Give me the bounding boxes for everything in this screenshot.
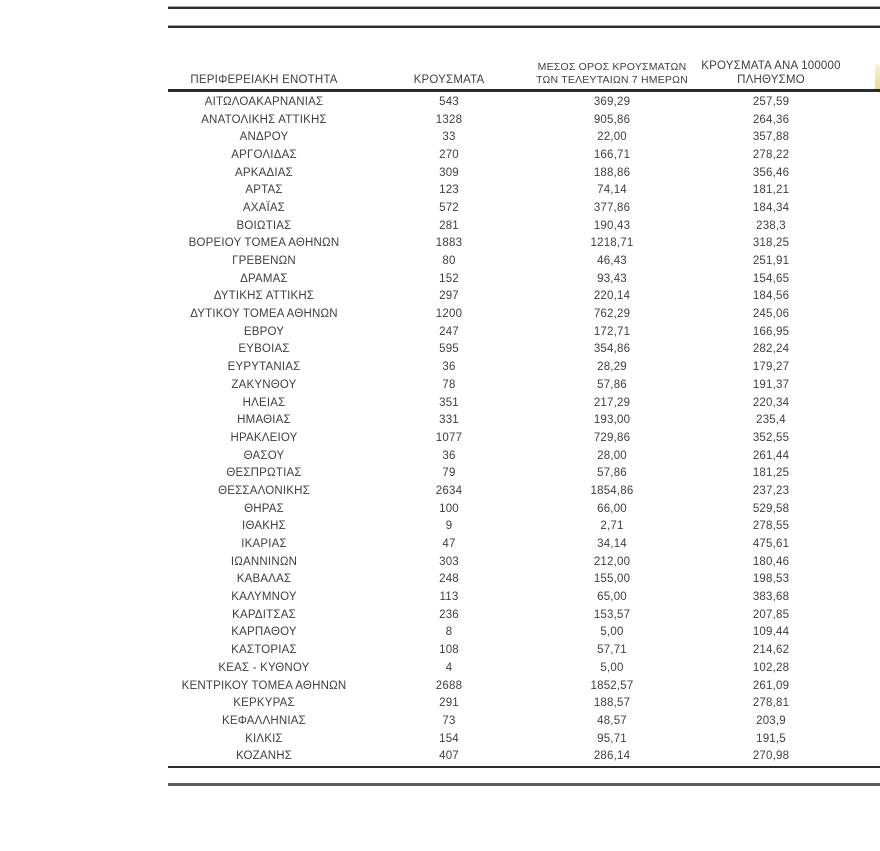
- region-name-cell: ΚΑΒΑΛΑΣ: [236, 573, 292, 586]
- region-name-cell: ΚΟΖΑΝΗΣ: [235, 750, 293, 763]
- region-name-cell: ΒΟΙΩΤΙΑΣ: [236, 219, 292, 232]
- region-name-cell: ΚΑΛΥΜΝΟΥ: [231, 591, 297, 604]
- cases-cell: 236: [439, 608, 459, 621]
- per100k-cell: 214,62: [752, 644, 790, 657]
- avg7days-cell: 95,71: [597, 732, 627, 745]
- cropped-column-cell: [856, 270, 880, 288]
- cases-cell: 297: [439, 290, 459, 303]
- region-name-cell: ΕΥΡΥΤΑΝΙΑΣ: [227, 361, 301, 374]
- cases-cell: 291: [439, 697, 459, 710]
- avg7days-cell: 762,29: [593, 308, 631, 321]
- table-row: [168, 464, 880, 482]
- table-row: [168, 429, 880, 447]
- per100k-cell: 198,53: [752, 573, 790, 586]
- per100k-cell: 166,95: [752, 325, 790, 338]
- avg7days-cell: 905,86: [593, 113, 631, 126]
- cases-cell: 543: [439, 95, 459, 108]
- per100k-cell: 154,65: [752, 272, 790, 285]
- cropped-column-cell: [856, 571, 880, 589]
- cases-cell: 78: [442, 378, 456, 391]
- cases-cell: 108: [439, 644, 459, 657]
- per100k-cell: 181,25: [752, 467, 790, 480]
- region-name-cell: ΕΒΡΟΥ: [243, 325, 285, 338]
- per100k-cell: 191,37: [752, 378, 790, 391]
- per100k-cell: 278,81: [752, 697, 790, 710]
- table-row: [168, 411, 880, 429]
- avg7days-cell: 172,71: [593, 325, 631, 338]
- cropped-column-cell: [856, 588, 880, 606]
- cropped-column-cell: [856, 164, 880, 182]
- region-name-cell: ΘΑΣΟΥ: [243, 449, 285, 462]
- region-name-cell: ΚΕΝΤΡΙΚΟΥ ΤΟΜΕΑ ΑΘΗΝΩΝ: [181, 679, 347, 692]
- header-cases-label: ΚΡΟΥΣΜΑΤΑ: [413, 73, 485, 86]
- table-row: [168, 447, 880, 465]
- avg7days-cell: 5,00: [600, 661, 624, 674]
- cropped-column-cell: [856, 181, 880, 199]
- per100k-cell: 179,27: [752, 361, 790, 374]
- cropped-column-cell: [856, 323, 880, 341]
- region-name-cell: ΑΝΑΤΟΛΙΚΗΣ ΑΤΤΙΚΗΣ: [201, 113, 327, 126]
- table-row: [168, 146, 880, 164]
- cases-cell: 36: [442, 449, 456, 462]
- avg7days-cell: 66,00: [597, 502, 627, 515]
- table-row: [168, 571, 880, 589]
- region-name-cell: ΒΟΡΕΙΟΥ ΤΟΜΕΑ ΑΘΗΝΩΝ: [188, 237, 340, 250]
- cropped-column-cell: [856, 199, 880, 217]
- region-name-cell: ΖΑΚΥΝΘΟΥ: [231, 378, 297, 391]
- cropped-column-cell: [856, 288, 880, 306]
- cases-cell: 407: [439, 750, 459, 763]
- avg7days-cell: 65,00: [597, 591, 627, 604]
- cropped-column-cell: [856, 606, 880, 624]
- region-name-cell: ΙΘΑΚΗΣ: [242, 520, 286, 533]
- cases-cell: 123: [439, 184, 459, 197]
- cropped-highlight-cell: [875, 65, 880, 89]
- cropped-column-cell: [856, 305, 880, 323]
- per100k-cell: 257,59: [752, 95, 790, 108]
- table-row: [168, 588, 880, 606]
- table-row: [168, 181, 880, 199]
- cases-cell: 331: [439, 414, 459, 427]
- cases-cell: 33: [442, 131, 456, 144]
- cases-cell: 36: [442, 361, 456, 374]
- cropped-column-cell: [856, 677, 880, 695]
- cropped-column-cell: [856, 146, 880, 164]
- cases-cell: 248: [439, 573, 459, 586]
- per100k-cell: 102,28: [752, 661, 790, 674]
- per100k-cell: 270,98: [752, 750, 790, 763]
- region-name-cell: ΙΚΑΡΙΑΣ: [241, 538, 287, 551]
- cases-cell: 152: [439, 272, 459, 285]
- per100k-cell: 109,44: [752, 626, 790, 639]
- per100k-cell: 207,85: [752, 608, 790, 621]
- avg7days-cell: 74,14: [597, 184, 627, 197]
- region-name-cell: ΚΑΡΠΑΘΟΥ: [231, 626, 297, 639]
- avg7days-cell: 286,14: [593, 750, 631, 763]
- table-row: [168, 606, 880, 624]
- avg7days-cell: 57,86: [597, 467, 627, 480]
- header-cell-per100k: [686, 46, 856, 90]
- per100k-cell: 261,44: [752, 449, 790, 462]
- per100k-cell: 383,68: [752, 591, 790, 604]
- per100k-cell: 238,3: [756, 219, 786, 232]
- region-name-cell: ΔΥΤΙΚΗΣ ΑΤΤΙΚΗΣ: [213, 290, 315, 303]
- cases-cell: 2634: [435, 484, 463, 497]
- per100k-cell: 180,46: [752, 555, 790, 568]
- cases-cell: 73: [442, 714, 456, 727]
- avg7days-cell: 22,00: [597, 131, 627, 144]
- table-row: [168, 376, 880, 394]
- cropped-column-cell: [856, 341, 880, 359]
- per100k-cell: 237,23: [752, 484, 790, 497]
- cases-cell: 1883: [435, 237, 463, 250]
- cases-cell: 595: [439, 343, 459, 356]
- region-name-cell: ΑΝΔΡΟΥ: [239, 131, 289, 144]
- region-name-cell: ΘΗΡΑΣ: [244, 502, 284, 515]
- region-name-cell: ΔΥΤΙΚΟΥ ΤΟΜΕΑ ΑΘΗΝΩΝ: [190, 308, 338, 321]
- cropped-column-cell: [856, 482, 880, 500]
- avg7days-cell: 34,14: [597, 538, 627, 551]
- cropped-column-cell: [856, 730, 880, 748]
- header-region-label: ΠΕΡΙΦΕΡΕΙΑΚΗ ΕΝΟΤΗΤΑ: [190, 73, 338, 86]
- region-name-cell: ΘΕΣΠΡΩΤΙΑΣ: [226, 467, 302, 480]
- cropped-column-cell: [856, 252, 880, 270]
- avg7days-cell: 57,71: [597, 644, 627, 657]
- cropped-column-cell: [856, 500, 880, 518]
- table-row: [168, 358, 880, 376]
- table-row: [168, 128, 880, 146]
- table-row: [168, 252, 880, 270]
- cropped-column-cell: [856, 447, 880, 465]
- avg7days-cell: 354,86: [593, 343, 631, 356]
- cropped-column-cell: [856, 712, 880, 730]
- cases-cell: 80: [442, 255, 456, 268]
- per100k-cell: 357,88: [752, 131, 790, 144]
- table-row: [168, 624, 880, 642]
- per100k-cell: 264,36: [752, 113, 790, 126]
- cases-cell: 100: [439, 502, 459, 515]
- region-name-cell: ΘΕΣΣΑΛΟΝΙΚΗΣ: [218, 484, 310, 497]
- cases-cell: 79: [442, 467, 456, 480]
- per100k-cell: 278,22: [752, 148, 790, 161]
- header-per100k-label-line2: ΠΛΗΘΥΣΜΟ: [737, 73, 805, 86]
- region-name-cell: ΗΜΑΘΙΑΣ: [237, 414, 291, 427]
- table-row: [168, 730, 880, 748]
- table-row: [168, 482, 880, 500]
- cases-cell: 247: [439, 325, 459, 338]
- cases-cell: 281: [439, 219, 459, 232]
- header-cell-cases: [360, 46, 538, 90]
- avg7days-cell: 2,71: [600, 520, 624, 533]
- cropped-column-cell: [856, 111, 880, 129]
- cases-cell: 351: [439, 396, 459, 409]
- header-avg7days-label-line1: ΜΕΣΟΣ ΟΡΟΣ ΚΡΟΥΣΜΑΤΩΝ: [537, 61, 687, 73]
- cropped-column-cell: [856, 358, 880, 376]
- table-row: [168, 323, 880, 341]
- region-name-cell: ΑΡΤΑΣ: [245, 184, 283, 197]
- avg7days-cell: 190,43: [593, 219, 631, 232]
- per100k-cell: 282,24: [752, 343, 790, 356]
- per100k-cell: 278,55: [752, 520, 790, 533]
- cases-cell: 113: [439, 591, 459, 604]
- per100k-cell: 475,61: [752, 538, 790, 551]
- cropped-column-cell: [856, 624, 880, 642]
- table-row: [168, 659, 880, 677]
- table-row: [168, 305, 880, 323]
- avg7days-cell: 1852,57: [590, 679, 634, 692]
- header-cell-region: [168, 46, 360, 90]
- cropped-column-cell: [856, 518, 880, 536]
- table-row: [168, 553, 880, 571]
- cropped-column-cell: [856, 429, 880, 447]
- table-row: [168, 500, 880, 518]
- region-name-cell: ΚΕΦΑΛΛΗΝΙΑΣ: [221, 714, 306, 727]
- avg7days-cell: 28,29: [597, 361, 627, 374]
- per100k-cell: 235,4: [756, 414, 786, 427]
- table-row: [168, 164, 880, 182]
- cropped-column-cell: [856, 694, 880, 712]
- avg7days-cell: 93,43: [597, 272, 627, 285]
- region-name-cell: ΔΡΑΜΑΣ: [240, 272, 288, 285]
- avg7days-cell: 1218,71: [590, 237, 634, 250]
- per100k-cell: 245,06: [752, 308, 790, 321]
- cases-cell: 1328: [435, 113, 463, 126]
- region-name-cell: ΚΕΡΚΥΡΑΣ: [233, 697, 295, 710]
- table-row: [168, 235, 880, 253]
- region-name-cell: ΚΙΛΚΙΣ: [245, 732, 283, 745]
- top-rule-1: [168, 6, 880, 9]
- cropped-column-cell: [856, 641, 880, 659]
- per100k-cell: 184,56: [752, 290, 790, 303]
- region-name-cell: ΑΧΑΪΑΣ: [242, 201, 286, 214]
- table-row: [168, 677, 880, 695]
- cropped-column-cell: [856, 376, 880, 394]
- avg7days-cell: 5,00: [600, 626, 624, 639]
- avg7days-cell: 377,86: [593, 201, 631, 214]
- region-name-cell: ΑΡΚΑΔΙΑΣ: [235, 166, 293, 179]
- avg7days-cell: 369,29: [593, 95, 631, 108]
- cases-cell: 2688: [435, 679, 463, 692]
- region-name-cell: ΗΛΕΙΑΣ: [242, 396, 286, 409]
- avg7days-cell: 220,14: [593, 290, 631, 303]
- avg7days-cell: 217,29: [593, 396, 631, 409]
- region-name-cell: ΑΙΤΩΛΟΑΚΑΡΝΑΝΙΑΣ: [204, 95, 324, 108]
- table-row: [168, 199, 880, 217]
- cases-cell: 303: [439, 555, 459, 568]
- region-name-cell: ΕΥΒΟΙΑΣ: [238, 343, 290, 356]
- header-per100k-label-line1: ΚΡΟΥΣΜΑΤΑ ΑΝΑ 100000: [701, 60, 841, 72]
- cropped-column-cell: [856, 411, 880, 429]
- avg7days-cell: 28,00: [597, 449, 627, 462]
- cropped-column-cell: [856, 535, 880, 553]
- region-name-cell: ΗΡΑΚΛΕΙΟΥ: [230, 431, 298, 444]
- cropped-column-cell: [856, 128, 880, 146]
- table-row: [168, 270, 880, 288]
- per100k-cell: 181,21: [752, 184, 790, 197]
- table-row: [168, 535, 880, 553]
- cases-cell: 309: [439, 166, 459, 179]
- avg7days-cell: 153,57: [593, 608, 631, 621]
- table-row: [168, 111, 880, 129]
- per100k-cell: 251,91: [752, 255, 790, 268]
- cases-cell: 572: [439, 201, 459, 214]
- cases-cell: 9: [445, 520, 453, 533]
- region-name-cell: ΙΩΑΝΝΙΝΩΝ: [230, 555, 298, 568]
- table-body: [168, 93, 880, 765]
- cases-cell: 47: [442, 538, 456, 551]
- table-row: [168, 341, 880, 359]
- avg7days-cell: 729,86: [593, 431, 631, 444]
- region-name-cell: ΚΕΑΣ - ΚΥΘΝΟΥ: [218, 661, 310, 674]
- per100k-cell: 356,46: [752, 166, 790, 179]
- table-row: [168, 518, 880, 536]
- region-name-cell: ΓΡΕΒΕΝΩΝ: [232, 255, 296, 268]
- header-underline: [168, 89, 880, 92]
- avg7days-cell: 188,57: [593, 697, 631, 710]
- table-row: [168, 217, 880, 235]
- header-avg7days-label-line2: ΤΩΝ ΤΕΛΕΥΤΑΙΩΝ 7 ΗΜΕΡΩΝ: [536, 74, 688, 86]
- per100k-cell: 261,09: [752, 679, 790, 692]
- per100k-cell: 529,58: [752, 502, 790, 515]
- avg7days-cell: 188,86: [593, 166, 631, 179]
- page-bottom-rule: [168, 783, 880, 786]
- cropped-column-cell: [856, 553, 880, 571]
- per100k-cell: 203,9: [756, 714, 786, 727]
- avg7days-cell: 48,57: [597, 714, 627, 727]
- region-name-cell: ΚΑΡΔΙΤΣΑΣ: [232, 608, 296, 621]
- table-row: [168, 641, 880, 659]
- avg7days-cell: 1854,86: [590, 484, 634, 497]
- table-bottom-rule: [168, 766, 880, 768]
- table-row: [168, 712, 880, 730]
- cropped-column-cell: [856, 394, 880, 412]
- avg7days-cell: 193,00: [593, 414, 631, 427]
- cropped-column-cell: [856, 93, 880, 111]
- cases-cell: 1077: [435, 431, 463, 444]
- cases-cell: 270: [439, 148, 459, 161]
- avg7days-cell: 212,00: [593, 555, 631, 568]
- region-name-cell: ΑΡΓΟΛΙΔΑΣ: [231, 148, 297, 161]
- cropped-column-cell: [856, 464, 880, 482]
- cropped-column-cell: [856, 747, 880, 765]
- cases-cell: 8: [445, 626, 453, 639]
- table-row: [168, 747, 880, 765]
- cropped-column-cell: [856, 235, 880, 253]
- per100k-cell: 352,55: [752, 431, 790, 444]
- avg7days-cell: 155,00: [593, 573, 631, 586]
- table-row: [168, 288, 880, 306]
- cropped-column-cell: [856, 217, 880, 235]
- table-row: [168, 694, 880, 712]
- per100k-cell: 184,34: [752, 201, 790, 214]
- table-header-row: [168, 46, 880, 90]
- avg7days-cell: 57,86: [597, 378, 627, 391]
- cropped-column-cell: [856, 659, 880, 677]
- cases-cell: 1200: [435, 308, 463, 321]
- avg7days-cell: 166,71: [593, 148, 631, 161]
- cases-cell: 154: [439, 732, 459, 745]
- cases-cell: 4: [445, 661, 453, 674]
- per100k-cell: 318,25: [752, 237, 790, 250]
- table-row: [168, 394, 880, 412]
- per100k-cell: 220,34: [752, 396, 790, 409]
- header-cell-avg7days: [538, 46, 686, 90]
- region-name-cell: ΚΑΣΤΟΡΙΑΣ: [231, 644, 297, 657]
- per100k-cell: 191,5: [756, 732, 786, 745]
- top-rule-2: [168, 25, 880, 28]
- table-row: [168, 93, 880, 111]
- avg7days-cell: 46,43: [597, 255, 627, 268]
